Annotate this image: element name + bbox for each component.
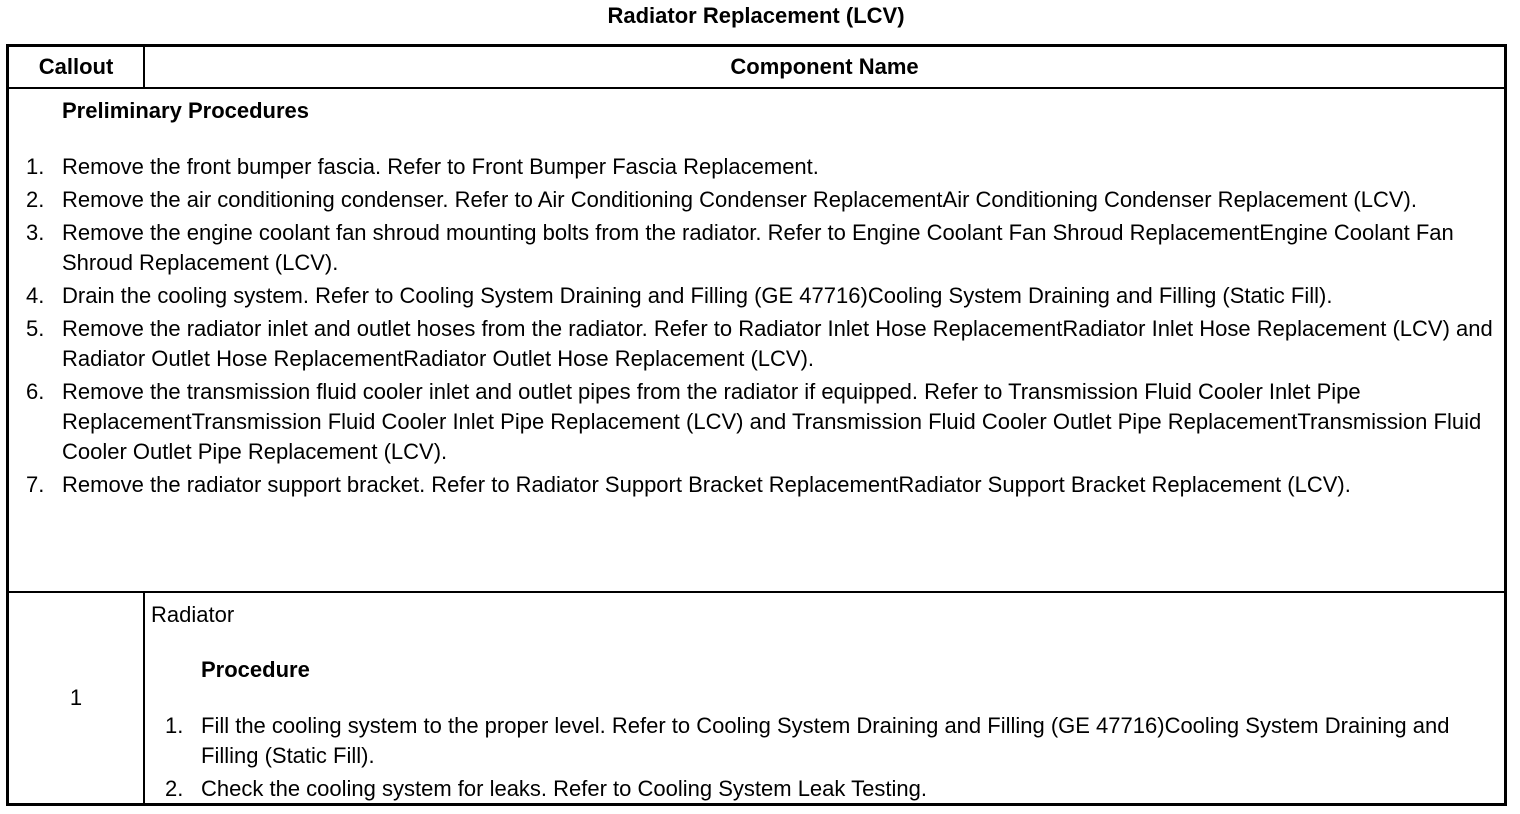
document-title: Radiator Replacement (LCV) (607, 3, 905, 28)
component-cell (145, 593, 1504, 803)
preliminary-step (9, 185, 1504, 215)
step-number: 3. (26, 220, 45, 245)
preliminary-step (9, 281, 1504, 311)
callout-number: 1 (9, 593, 145, 803)
preliminary-step (9, 314, 1504, 374)
step-number: 2. (26, 187, 45, 212)
step-number: 6. (26, 379, 45, 404)
step-text: Drain the cooling system. Refer to Cooling System Draining and Filling (GE 47716)Cooling System Draining and Filling (Static Fill). (62, 283, 1333, 308)
step-number: 1. (165, 713, 184, 738)
step-text: Remove the radiator inlet and outlet hoses from the radiator. Refer to Radiator Inlet Hose ReplacementRadiator Inlet Hose Replacement (LCV) and Radiator Outlet Hose ReplacementRadiator Outlet Hose Replacement (LCV). (62, 316, 1493, 371)
step-text: Remove the engine coolant fan shroud mounting bolts from the radiator. Refer to Engine Coolant Fan Shroud ReplacementEngine Coolant Fan Shroud Replacement (LCV). (62, 220, 1454, 275)
preliminary-step (9, 152, 1504, 182)
step-number: 5. (26, 316, 45, 341)
step-text: Check the cooling system for leaks. Refer to Cooling System Leak Testing. (201, 776, 927, 801)
procedure-step (145, 774, 1504, 804)
step-text: Remove the front bumper fascia. Refer to Front Bumper Fascia Replacement. (62, 154, 819, 179)
procedure-heading: Procedure (201, 657, 310, 682)
procedure-steps-list (145, 711, 1504, 807)
table-row (9, 593, 1504, 803)
preliminary-steps-list (9, 152, 1504, 503)
step-number: 7. (26, 472, 45, 497)
procedure-step (145, 711, 1504, 771)
preliminary-procedures-row (9, 89, 1504, 593)
component-name: Radiator (151, 602, 235, 627)
step-number: 1. (26, 154, 45, 179)
component-name-column-header: Component Name (730, 54, 919, 79)
table-header-row (9, 47, 1504, 89)
step-text: Remove the air conditioning condenser. Refer to Air Conditioning Condenser ReplacementAir Conditioning Condenser Replacement (LCV). (62, 187, 1417, 212)
preliminary-step (9, 377, 1504, 467)
procedure-table (6, 44, 1507, 806)
step-number: 4. (26, 283, 45, 308)
preliminary-step (9, 470, 1504, 500)
preliminary-step (9, 218, 1504, 278)
callout-column-header: Callout (9, 47, 145, 87)
step-text: Fill the cooling system to the proper level. Refer to Cooling System Draining and Filling (GE 47716)Cooling System Draining and Filling (Static Fill). (201, 713, 1450, 768)
preliminary-procedures-heading: Preliminary Procedures (62, 98, 310, 123)
step-text: Remove the transmission fluid cooler inlet and outlet pipes from the radiator if equipped. Refer to Transmission Fluid Cooler Inlet Pipe ReplacementTransmission Fluid Cooler Inlet Pipe Replacement (LCV) and Transmission Fluid Cooler Outlet Pipe ReplacementTransmission Fluid Cooler Outlet Pipe Replacement (LCV). (62, 379, 1482, 464)
step-number: 2. (165, 776, 184, 801)
step-text: Remove the radiator support bracket. Refer to Radiator Support Bracket ReplacementRadiator Support Bracket Replacement (LCV). (62, 472, 1351, 497)
